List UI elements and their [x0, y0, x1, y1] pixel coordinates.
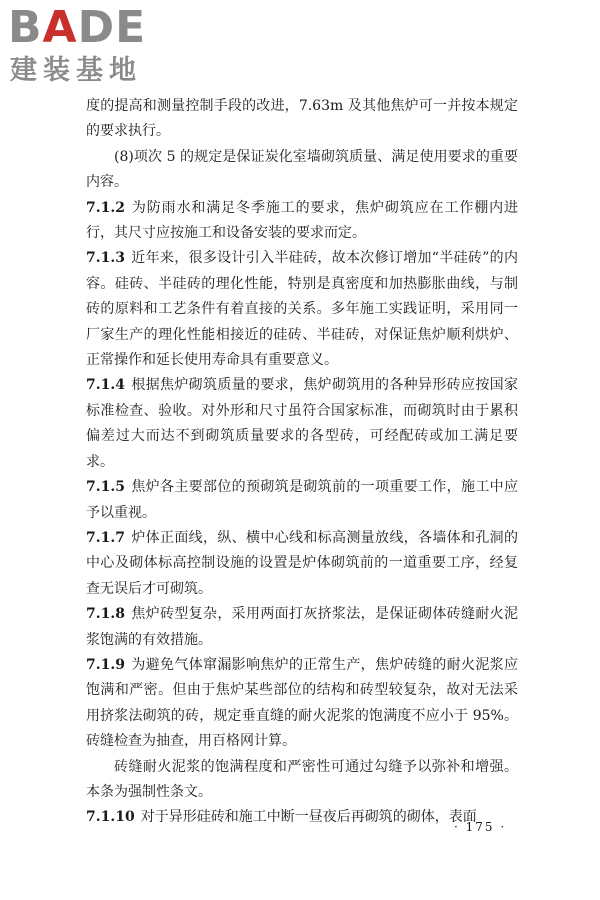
- brand-logo: [8, 4, 178, 94]
- clause-number: 7.1.8: [86, 606, 125, 623]
- paragraph-text: 炉体正面线，纵、横中心线和标高测量放线，各墙体和孔洞的中心及砌体标高控制设施的设置是炉体砌筑前的一道重要工序，经复查无误后才可砌筑。: [86, 529, 518, 597]
- logo-tagline: 建装基地: [10, 55, 142, 86]
- clause-number: 7.1.9: [86, 656, 125, 673]
- paragraph-text: 对于异形硅砖和施工中断一昼夜后再砌筑的砌体，表面: [140, 809, 477, 826]
- paragraph-text: 度的提高和测量控制手段的改进，7.63m 及其他焦炉可一并按本规定的要求执行。: [86, 98, 518, 140]
- paragraph-text: 砖缝耐火泥浆的饱满程度和严密性可通过勾缝予以弥补和增强。本条为强制性条文。: [86, 758, 518, 800]
- paragraph-text: 为避免气体窜漏影响焦炉的正常生产，焦炉砖缝的耐火泥浆应饱满和严密。但由于焦炉某些部位的结构和砖型较复杂，故对无法采用挤浆法砌筑的砖，规定垂直缝的耐火泥浆的饱满度不应小于 95%。砖缝检查为抽查，用百格网计算。: [86, 656, 518, 750]
- page-number: · 175 ·: [454, 820, 507, 834]
- logo-wordmark: BADE: [8, 2, 147, 53]
- clause-number: 7.1.2: [86, 199, 125, 216]
- paragraph: [86, 475, 518, 526]
- paragraph: [86, 373, 518, 475]
- paragraph-text: 根据焦炉砌筑质量的要求，焦炉砌筑用的各种异形砖应按国家标准检查、验收。对外形和尺寸虽符合国家标准，而砌筑时由于累积偏差过大而达不到砌筑质量要求的各型砖，可经配砖或加工满足要求。: [86, 377, 518, 470]
- clause-number: 7.1.3: [86, 250, 125, 267]
- clause-number: 7.1.7: [86, 529, 125, 546]
- clause-number: 7.1.10: [86, 809, 135, 826]
- paragraph-text: 焦炉各主要部位的预砌筑是砌筑前的一项重要工作，施工中应予以重视。: [86, 479, 518, 521]
- paragraph: [86, 602, 518, 653]
- clause-number: 7.1.5: [86, 479, 125, 496]
- paragraph: [86, 526, 518, 602]
- paragraph: [86, 196, 518, 247]
- clause-number: 7.1.4: [86, 377, 125, 394]
- paragraph: [86, 246, 518, 373]
- paragraph-text: 为防雨水和满足冬季施工的要求，焦炉砌筑应在工作棚内进行，其尺寸应按施工和设备安装的要求而定。: [86, 199, 518, 242]
- paragraph-text: 焦炉砖型复杂，采用两面打灰挤浆法，是保证砌体砖缝耐火泥浆饱满的有效措施。: [86, 606, 518, 648]
- paragraph: [86, 755, 518, 806]
- document-body: [86, 94, 518, 831]
- paragraph: [86, 653, 518, 755]
- paragraph-text: 近年来，很多设计引入半硅砖，故本次修订增加“半硅砖”的内容。硅砖、半硅砖的理化性能，特别是真密度和加热膨胀曲线，与制砖的原料和工艺条件有着直接的关系。多年施工实践证明，采用同一厂家生产的理化性能相接近的硅砖、半硅砖，对保证焦炉顺利烘炉、正常操作和延长使用寿命具有重要意义。: [86, 250, 518, 369]
- paragraph-text: (8)项次 5 的规定是保证炭化室墙砌筑质量、满足使用要求的重要内容。: [86, 148, 518, 191]
- paragraph: [86, 145, 518, 196]
- paragraph: [86, 94, 518, 145]
